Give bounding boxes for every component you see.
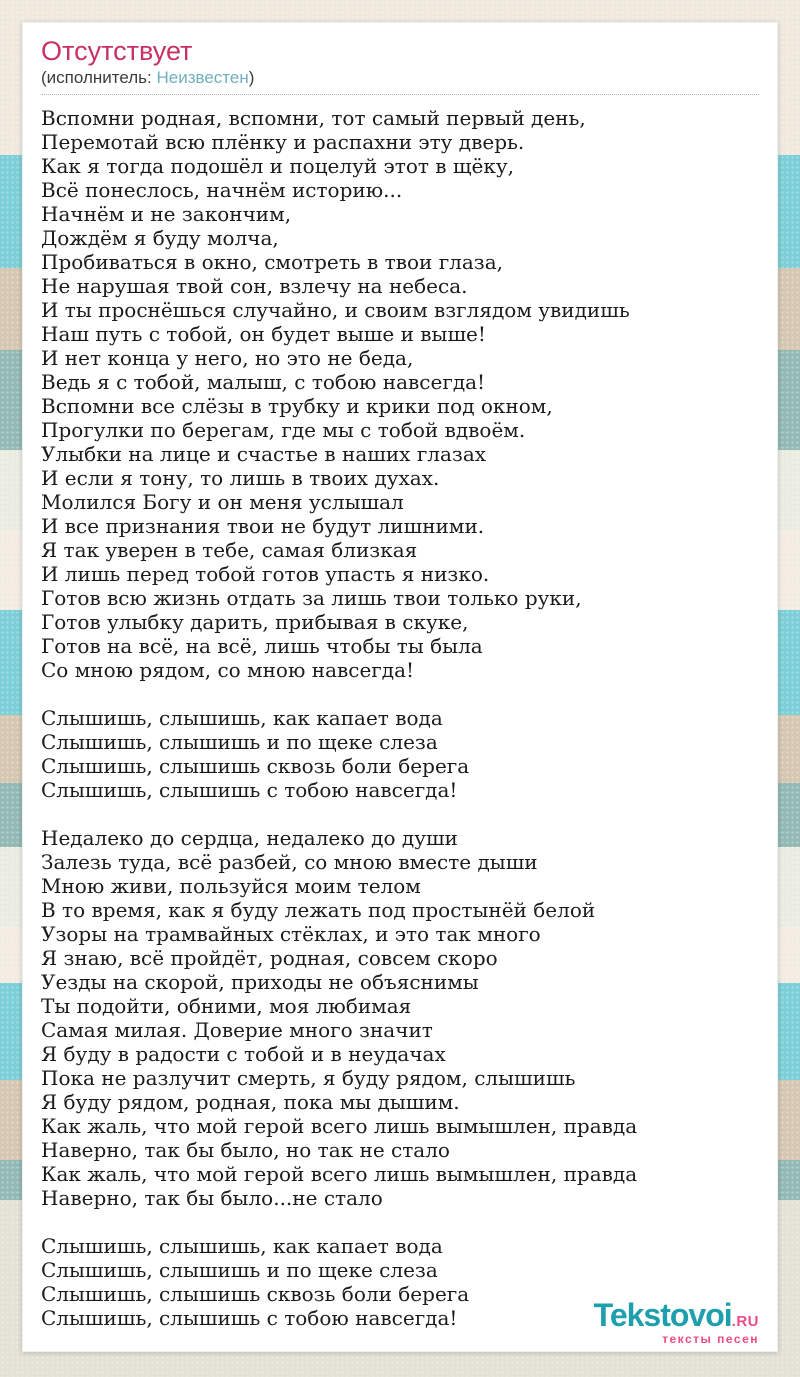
artist-label: (исполнитель: xyxy=(41,68,157,87)
song-title: Отсутствует xyxy=(41,36,193,66)
artist-link[interactable]: Неизвестен xyxy=(156,68,249,87)
logo-wordmark xyxy=(594,1299,759,1331)
stanza: Слышишь, слышишь, как капает вода Слышишь, слышишь и по щеке слеза Слышишь, слышишь сквозь боли берега Слышишь, слышишь с тобою навсегда! xyxy=(41,1234,470,1330)
stanza: Слышишь, слышишь, как капает вода Слышишь, слышишь и по щеке слеза Слышишь, слышишь сквозь боли берега Слышишь, слышишь с тобою навсегда! xyxy=(41,706,470,802)
song-header xyxy=(41,36,759,95)
logo-brand: Tekstovoi xyxy=(593,1297,732,1333)
artist-line xyxy=(41,68,759,88)
stanza: Вспомни родная, вспомни, тот самый первый день, Перемотай всю плёнку и распахни эту дверь. Как я тогда подошёл и поцелуй этот в щёку, Всё понеслось, начнём историю... Начнём и не закончим, Дождём я буду молча, Пробиваться в окно, смотреть в твои глаза, Не нарушая твой сон, взлечу на небеса. И ты проснёшься случайно, и своим взглядом увидишь Наш путь с тобой, он будет выше и выше! И нет конца у него, но это не беда, Ведь я с тобой, малыш, с тобою навсегда! Вспомни все слёзы в трубку и крики под окном, Прогулки по берегам, где мы с тобой вдвоём. Улыбки на лице и счастье в наших глазах И если я тону, то лишь в твоих духах. Молился Богу и он меня услышал И все признания твои не будут лишними. Я так уверен в тебе, самая близкая И лишь перед тобой готов упасть я низко. Готов всю жизнь отдать за лишь твои только руки, Готов улыбку дарить, прибывая в скуке, Готов на всё, на всё, лишь чтобы ты была Со мною рядом, со мною навсегда! xyxy=(41,106,630,682)
logo-tagline: тексты песен xyxy=(662,1332,759,1346)
lyrics-card xyxy=(22,22,778,1352)
site-logo[interactable] xyxy=(594,1299,759,1345)
stanza: Недалеко до сердца, недалеко до души Залезь туда, всё разбей, со мною вместе дыши Мною живи, пользуйся моим телом В то время, как я буду лежать под простынёй белой Узоры на трамвайных стёклах, и это так много Я знаю, всё пройдёт, родная, совсем скоро Уезды на скорой, приходы не объяснимы Ты подойти, обними, моя любимая Самая милая. Доверие много значит Я буду в радости с тобой и в неудачах Пока не разлучит смерть, я буду рядом, слышишь Я буду рядом, родная, пока мы дышим. Как жаль, что мой герой всего лишь вымышлен, правда Наверно, так бы было, но так не стало Как жаль, что мой герой всего лишь вымышлен, правда Наверно, так бы было...не стало xyxy=(41,826,638,1210)
artist-close-paren: ) xyxy=(248,68,255,87)
lyrics xyxy=(41,106,759,1330)
logo-tld: .RU xyxy=(731,1313,759,1330)
